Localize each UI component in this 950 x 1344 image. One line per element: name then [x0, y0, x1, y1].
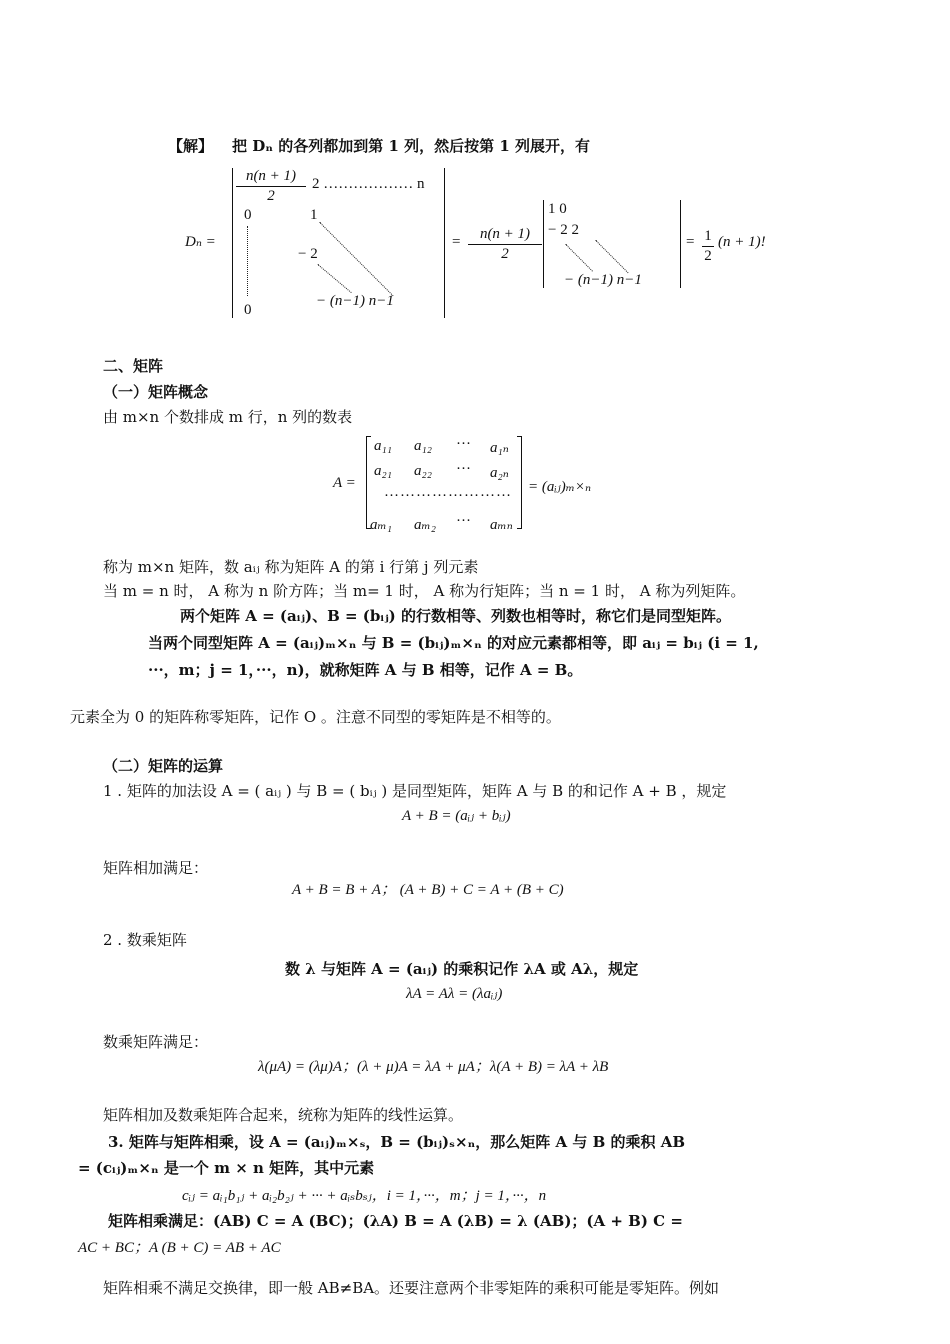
det-left-bar	[232, 168, 233, 318]
det2-diag-dots-1	[565, 244, 593, 272]
addition-formula: A + B = (aᵢⱼ + bᵢⱼ)	[402, 808, 511, 824]
m-r2c3: ···	[456, 461, 471, 477]
det-c3: − 2	[298, 246, 318, 262]
m-r4c3: ···	[456, 513, 471, 529]
line-called: 称为 m×n 矩阵，数 aᵢⱼ 称为矩阵 A 的第 i 行第 j 列元素	[103, 558, 479, 576]
scalar-definition: 数 λ 与矩阵 A = (aᵢⱼ) 的乘积记作 λA 或 Aλ，规定	[285, 960, 639, 978]
det2-r3: − (n−1) n−1	[564, 272, 642, 288]
matrix-right-bracket	[521, 436, 522, 529]
multiplication-formula: cᵢⱼ = aᵢ₁b₁ⱼ + aᵢ₂b₂ⱼ + ··· + aᵢₛbₛⱼ，i = 1，···，m；j = 1，···，n	[182, 1188, 547, 1204]
line-same-type: 两个矩阵 A = (aᵢⱼ)、B = (bᵢⱼ) 的行数相等、列数也相等时，称它们是同型矩阵。	[180, 607, 731, 625]
result-fraction	[702, 228, 714, 265]
mid-frac-den: 2	[501, 246, 509, 262]
multiplication-law-2: AC + BC；A (B + C) = AB + AC	[78, 1240, 281, 1256]
multiplication-def-1: 3. 矩阵与矩阵相乘，设 A = (aᵢⱼ)ₘ×ₛ，B = (bᵢⱼ)ₛ×ₙ，那么矩阵 A 与 B 的乘积 AB	[108, 1133, 686, 1151]
m-r4c4: aₘₙ	[490, 517, 513, 533]
definition-line: 由 m×n 个数排成 m 行，n 列的数表	[103, 408, 353, 426]
m-r2c1: a₂₁	[374, 463, 392, 479]
mid-fraction	[468, 226, 542, 263]
det2-diag-dots-2	[595, 240, 628, 273]
scalar-formula: λA = Aλ = (λaᵢⱼ)	[406, 986, 503, 1002]
non-commutative-note: 矩阵相乘不满足交换律，即一般 AB≠BA。还要注意两个非零矩阵的乘积可能是零矩阵。例如	[103, 1279, 720, 1297]
det2-r2: − 2 2	[548, 222, 579, 238]
det2-right-bar	[680, 200, 681, 288]
matrix-right-bracket-bottom	[517, 528, 522, 529]
addition-law: A + B = B + A； (A + B) + C = A + (B + C)	[292, 882, 564, 898]
result-frac-den: 2	[704, 248, 712, 264]
matrix-right-bracket-top	[517, 436, 522, 437]
line-zero-matrix: 元素全为 0 的矩阵称零矩阵，记作 O 。注意不同型的零矩阵是不相等的。	[70, 708, 561, 726]
matrix-left-bracket-top	[366, 436, 371, 437]
result-rest: (n + 1)!	[718, 234, 766, 250]
m-dots-row: ……………………	[384, 484, 512, 500]
addition-definition: 1 . 矩阵的加法设 A = ( aᵢⱼ ) 与 B = ( bᵢⱼ ) 是同型矩阵，矩阵 A 与 B 的和记作 A + B ，规定	[103, 782, 727, 800]
det-name: Dₙ =	[185, 234, 216, 250]
m-r4c2: aₘ₂	[414, 517, 436, 533]
m-r4c1: aₘ₁	[370, 517, 392, 533]
line-equal-2: ···，m；j = 1，···，n)，就称矩阵 A 与 B 相等，记作 A = B。	[148, 661, 583, 679]
det-row1-mid: 2 ……………… n	[312, 176, 425, 192]
section-heading: 二、矩阵	[103, 357, 164, 375]
solution-intro: 把 Dₙ 的各列都加到第 1 列，然后按第 1 列展开，有	[232, 137, 591, 155]
result-frac-num: 1	[704, 228, 712, 244]
det2-r1: 1 0	[548, 201, 567, 217]
det-fraction	[236, 168, 306, 205]
multiplication-law-1: 矩阵相乘满足：(AB) C = A (BC)；(λA) B = A (λB) = λ (AB)；(A + B) C =	[108, 1212, 683, 1230]
det-frac-num: n(n + 1)	[245, 168, 297, 184]
scalar-law: λ(μA) = (λμ)A；(λ + μ)A = λA + μA；λ(A + B) = λA + λB	[258, 1059, 609, 1075]
det2-left-bar	[543, 200, 544, 288]
det-col-dots	[247, 226, 248, 296]
det-diag-dots-2	[317, 264, 351, 293]
det-right-bar	[444, 168, 445, 318]
m-r1c4: a₁ₙ	[490, 440, 509, 456]
m-r2c2: a₂₂	[414, 463, 432, 479]
subsection-2: （二）矩阵的运算	[103, 757, 224, 775]
m-r1c2: a₁₂	[414, 438, 432, 454]
matrix-lhs: A =	[333, 475, 356, 491]
m-r2c4: a₂ₙ	[490, 465, 509, 481]
multiplication-def-2: = (cᵢⱼ)ₘ×ₙ 是一个 m × n 矩阵，其中元素	[78, 1159, 375, 1177]
result-eq: =	[686, 234, 695, 250]
subsection-1: （一）矩阵概念	[103, 383, 209, 401]
matrix-rhs: = (aᵢⱼ)ₘ×ₙ	[528, 479, 592, 495]
m-r1c1: a₁₁	[374, 438, 392, 454]
line-cases: 当 m = n 时， A 称为 n 阶方阵；当 m= 1 时， A 称为行矩阵；当 n = 1 时， A 称为列矩阵。	[103, 582, 746, 600]
linear-operations: 矩阵相加及数乘矩阵合起来，统称为矩阵的线性运算。	[103, 1106, 464, 1124]
det-c1: 0	[244, 207, 252, 223]
det-c2: 1	[310, 207, 318, 223]
solution-label: 【解】	[168, 137, 214, 155]
m-r1c3: ···	[456, 436, 471, 452]
addition-law-label: 矩阵相加满足：	[103, 859, 209, 877]
det-frac-den: 2	[267, 188, 275, 204]
matrix-left-bracket	[366, 436, 367, 529]
eq-2: =	[452, 234, 461, 250]
det-c5: − (n−1) n−1	[316, 293, 394, 309]
mid-frac-num: n(n + 1)	[479, 226, 531, 242]
det-c4: 0	[244, 302, 252, 318]
det-diag-dots-1	[319, 222, 393, 296]
scalar-law-label: 数乘矩阵满足：	[103, 1033, 209, 1051]
scalar-title: 2 . 数乘矩阵	[103, 931, 187, 949]
line-equal-1: 当两个同型矩阵 A = (aᵢⱼ)ₘ×ₙ 与 B = (bᵢⱼ)ₘ×ₙ 的对应元素都相等，即 aᵢⱼ = bᵢⱼ (i = 1,	[148, 634, 759, 652]
